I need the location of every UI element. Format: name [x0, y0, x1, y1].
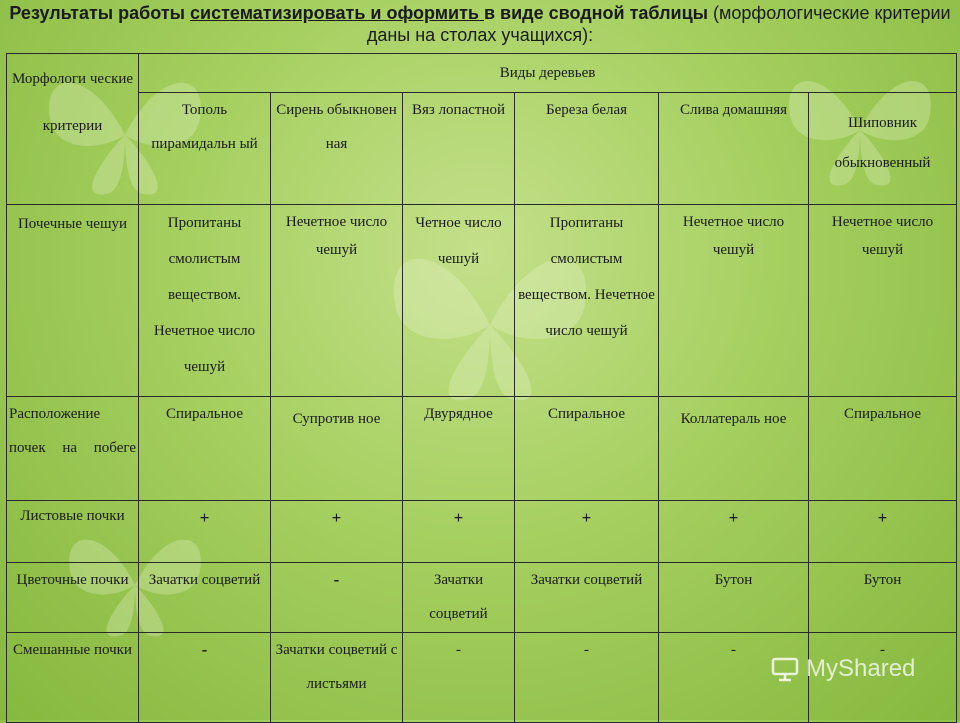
species-header-cell: Вяз лопастной	[403, 93, 515, 205]
table-cell: -	[403, 633, 515, 723]
table-cell: Нечетное число чешуй	[809, 205, 957, 397]
table-cell: Супротив ное	[271, 397, 403, 501]
row-label-cell: Цветочные почки	[7, 563, 139, 633]
table-cell: Спиральное	[809, 397, 957, 501]
row-label-cell	[7, 397, 139, 501]
table-row	[7, 563, 957, 633]
summary-table	[6, 53, 957, 723]
table-cell: Нечетное число чешуй	[659, 205, 809, 397]
table-cell: +	[271, 501, 403, 563]
row-label-cell: Почечные чешуи	[7, 205, 139, 397]
table-cell: Зачатки соцветий	[515, 563, 659, 633]
table-cell: Зачатки соцветий	[139, 563, 271, 633]
watermark	[770, 655, 915, 683]
table-cell: +	[659, 501, 809, 563]
heading-bold-start: Результаты работы	[9, 3, 191, 23]
heading-normal: (морфологические критерии даны на столах учащихся):	[366, 3, 951, 45]
row-label-cell: Смешанные почки	[7, 633, 139, 723]
species-header-cell: Тополь пирамидальн ый	[139, 93, 271, 205]
species-header-cell: Сирень обыкновен ная	[271, 93, 403, 205]
slide-heading	[0, 2, 960, 46]
table-cell: -	[809, 633, 957, 723]
table-row	[7, 397, 957, 501]
heading-underlined: систематизировать и оформить	[190, 3, 484, 23]
table-row	[7, 205, 957, 397]
table-cell: Пропитаны смолистым веществом. Нечетное число чешуй	[515, 205, 659, 397]
table-cell: Четное число чешуй	[403, 205, 515, 397]
table-row	[7, 501, 957, 563]
table-cell: Двурядное	[403, 397, 515, 501]
table-cell: Бутон	[659, 563, 809, 633]
table-cell: -	[515, 633, 659, 723]
watermark-text: MyShared	[806, 655, 916, 682]
table-cell: -	[659, 633, 809, 723]
species-header-row	[7, 93, 957, 205]
corner-header-cell: Морфологи ческие критерии	[7, 54, 139, 205]
table-cell: -	[139, 633, 271, 723]
table-cell: Спиральное	[139, 397, 271, 501]
species-header-cell: Шиповник обыкновенный	[809, 93, 957, 205]
heading-bold-end: в виде сводной таблицы	[483, 3, 709, 23]
table-cell: Спиральное	[515, 397, 659, 501]
table-cell: Пропитаны смолистым веществом. Нечетное число чешуй	[139, 205, 271, 397]
table-cell: +	[403, 501, 515, 563]
presentation-icon	[770, 656, 800, 682]
species-header-cell: Береза белая	[515, 93, 659, 205]
group-header-cell: Виды деревьев	[139, 54, 957, 93]
table-cell: Коллатераль ное	[659, 397, 809, 501]
table-cell: -	[271, 563, 403, 633]
row-label-cell: Листовые почки	[7, 501, 139, 563]
species-header-cell: Слива домашняя	[659, 93, 809, 205]
table-cell: +	[515, 501, 659, 563]
table-cell: Зачатки соцветий	[403, 563, 515, 633]
table-cell: +	[809, 501, 957, 563]
table-cell: Нечетное число чешуй	[271, 205, 403, 397]
table-header-row	[7, 54, 957, 93]
table-cell: +	[139, 501, 271, 563]
table-cell: Бутон	[809, 563, 957, 633]
row-label-text: Расположение почек на побеге	[9, 406, 136, 456]
table-cell: Зачатки соцветий с листьями	[271, 633, 403, 723]
